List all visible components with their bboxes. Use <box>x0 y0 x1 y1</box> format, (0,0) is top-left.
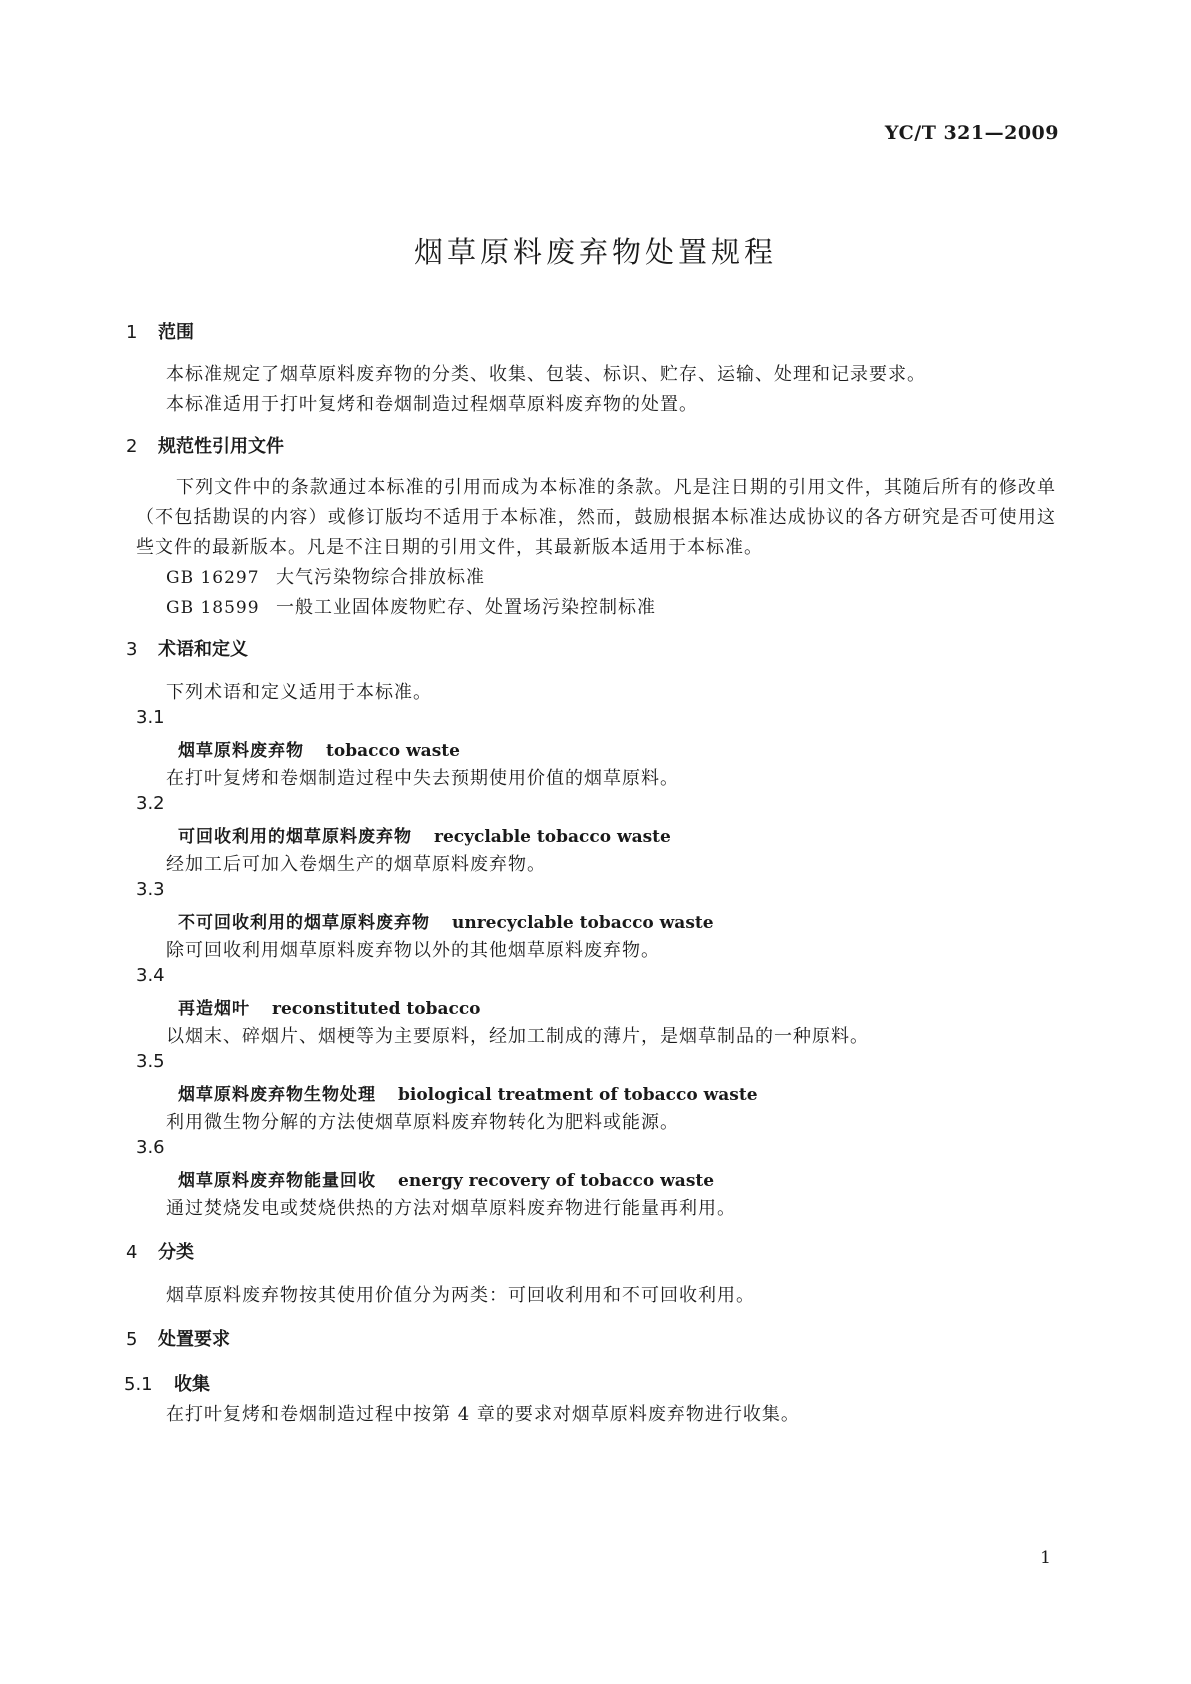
paragraph: 本标准规定了烟草原料废弃物的分类、收集、包装、标识、贮存、运输、处理和记录要求。 <box>166 364 926 385</box>
subsection-title: 收集 <box>174 1374 210 1395</box>
section-2-heading <box>126 432 284 458</box>
term-heading <box>178 908 714 933</box>
section-number: 3 <box>126 639 138 660</box>
section-1-heading <box>126 318 194 344</box>
subsection-5-1-heading <box>124 1370 210 1396</box>
paragraph: 在打叶复烤和卷烟制造过程中按第 4 章的要求对烟草原料废弃物进行收集。 <box>166 1404 800 1425</box>
section-number: 4 <box>126 1242 138 1263</box>
term-en: recyclable tobacco waste <box>434 827 671 847</box>
clause-number: 3.1 <box>136 707 165 728</box>
section-5-heading <box>126 1325 230 1351</box>
term-definition: 利用微生物分解的方法使烟草原料废弃物转化为肥料或能源。 <box>166 1112 679 1133</box>
term-zh: 烟草原料废弃物能量回收 <box>178 1171 376 1191</box>
clause-number: 3.5 <box>136 1051 165 1072</box>
section-3-heading <box>126 635 248 661</box>
term-zh: 再造烟叶 <box>178 999 250 1019</box>
clause-number: 3.4 <box>136 965 165 986</box>
section-4-heading <box>126 1238 194 1264</box>
section-title: 分类 <box>158 1242 194 1263</box>
paragraph: 本标准适用于打叶复烤和卷烟制造过程烟草原料废弃物的处置。 <box>166 394 698 415</box>
paragraph: 下列文件中的条款通过本标准的引用而成为本标准的条款。凡是注日期的引用文件，其随后所有的修改单（不包括勘误的内容）或修订版均不适用于本标准，然而，鼓励根据本标准达成协议的各方研究是否可使用这些文件的最新版本。凡是不注日期的引用文件，其最新版本适用于本标准。 <box>136 477 1056 558</box>
section-number: 2 <box>126 436 138 457</box>
section-number: 5 <box>126 1329 138 1350</box>
clause-number: 3.6 <box>136 1137 165 1158</box>
term-en: biological treatment of tobacco waste <box>398 1085 758 1105</box>
document-title: 烟草原料废弃物处置规程 <box>413 235 777 269</box>
section-number: 1 <box>126 322 138 343</box>
term-zh: 不可回收利用的烟草原料废弃物 <box>178 913 430 933</box>
term-definition: 经加工后可加入卷烟生产的烟草原料废弃物。 <box>166 854 546 875</box>
paragraph: 烟草原料废弃物按其使用价值分为两类：可回收利用和不可回收利用。 <box>166 1285 755 1306</box>
reference-item <box>166 593 656 619</box>
clause-number: 3.3 <box>136 879 165 900</box>
term-heading <box>178 994 481 1019</box>
section-title: 规范性引用文件 <box>158 436 284 457</box>
reference-name: 大气污染物综合排放标准 <box>276 567 485 588</box>
reference-code: GB 18599 <box>166 598 260 618</box>
term-zh: 烟草原料废弃物生物处理 <box>178 1085 376 1105</box>
term-heading <box>178 1080 758 1105</box>
term-definition: 以烟末、碎烟片、烟梗等为主要原料，经加工制成的薄片，是烟草制品的一种原料。 <box>166 1026 869 1047</box>
term-heading <box>178 822 671 847</box>
reference-item <box>166 563 485 589</box>
term-heading <box>178 736 460 761</box>
reference-code: GB 16297 <box>166 568 260 588</box>
page-number: 1 <box>1040 1548 1051 1568</box>
term-zh: 烟草原料废弃物 <box>178 741 304 761</box>
section-title: 范围 <box>158 322 194 343</box>
clause-number: 3.2 <box>136 793 165 814</box>
section-title: 术语和定义 <box>158 639 248 660</box>
term-zh: 可回收利用的烟草原料废弃物 <box>178 827 412 847</box>
term-definition: 通过焚烧发电或焚烧供热的方法对烟草原料废弃物进行能量再利用。 <box>166 1198 736 1219</box>
term-en: unrecyclable tobacco waste <box>452 913 714 933</box>
term-definition: 除可回收利用烟草原料废弃物以外的其他烟草原料废弃物。 <box>166 940 660 961</box>
term-en: tobacco waste <box>326 741 460 761</box>
term-en: reconstituted tobacco <box>272 999 481 1019</box>
term-heading <box>178 1166 714 1191</box>
standard-number: YC/T 321—2009 <box>884 122 1059 144</box>
reference-name: 一般工业固体废物贮存、处置场污染控制标准 <box>276 597 656 618</box>
subsection-number: 5.1 <box>124 1374 153 1395</box>
paragraph: 下列术语和定义适用于本标准。 <box>166 682 432 703</box>
section-title: 处置要求 <box>158 1329 230 1350</box>
term-definition: 在打叶复烤和卷烟制造过程中失去预期使用价值的烟草原料。 <box>166 768 679 789</box>
term-en: energy recovery of tobacco waste <box>398 1171 715 1191</box>
